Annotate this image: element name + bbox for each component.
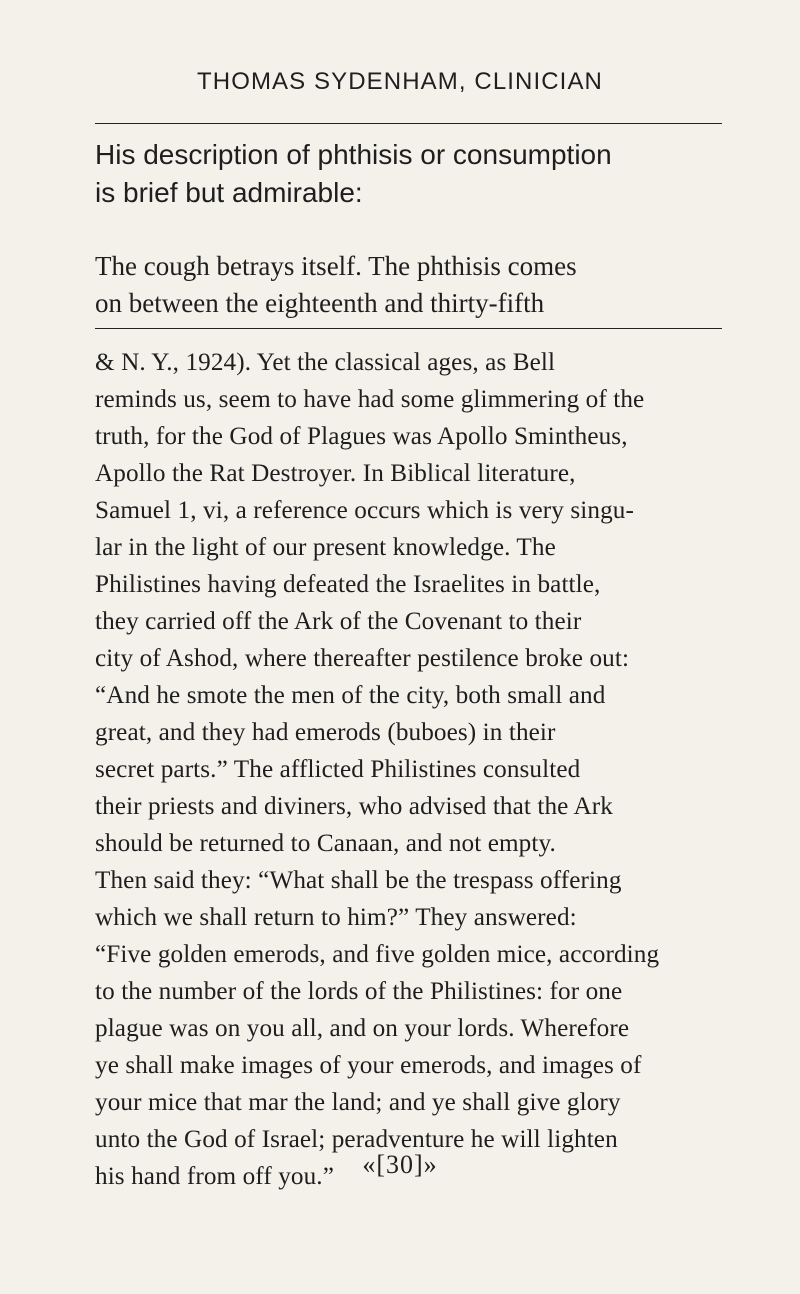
body-line: Samuel 1, vi, a reference occurs which is very singu- (95, 497, 634, 524)
body-line: “And he smote the men of the city, both small and (95, 682, 606, 709)
body-line: “Five golden emerods, and five golden mice, according (95, 941, 660, 968)
intro-line: is brief but admirable: (95, 177, 363, 208)
body-line: truth, for the God of Plagues was Apollo Smintheus, (95, 423, 628, 450)
body-line: city of Ashod, where thereafter pestilence broke out: (95, 645, 630, 672)
body-line: Apollo the Rat Destroyer. In Biblical literature, (95, 460, 576, 487)
body-line: his hand from off you.” (95, 1163, 334, 1190)
body-line: reminds us, seem to have had some glimmering of the (95, 386, 645, 413)
intro-paragraph (95, 136, 722, 212)
body-line: great, and they had emerods (buboes) in their (95, 719, 556, 746)
body-line: unto the God of Israel; peradventure he will lighten (95, 1126, 618, 1153)
quote-line: on between the eighteenth and thirty-fifth (95, 288, 545, 318)
body-line: their priests and diviners, who advised that the Ark (95, 793, 613, 820)
body-line: & N. Y., 1924). Yet the classical ages, as Bell (95, 349, 556, 376)
body-line: secret parts.” The afflicted Philistines consulted (95, 756, 581, 783)
body-line: ye shall make images of your emerods, and images of (95, 1052, 642, 1079)
top-rule (95, 123, 722, 124)
intro-line: His description of phthisis or consumption (95, 139, 612, 170)
body-line: Then said they: “What shall be the trespass offering (95, 867, 622, 894)
body-line: your mice that mar the land; and ye shall give glory (95, 1089, 621, 1116)
page-number: «[30]» (362, 1150, 438, 1179)
section-rule (95, 328, 722, 329)
body-line: they carried off the Ark of the Covenant to their (95, 608, 582, 635)
running-head: THOMAS SYDENHAM, CLINICIAN (197, 68, 603, 95)
body-line: lar in the light of our present knowledge. The (95, 534, 556, 561)
body-line: which we shall return to him?” They answered: (95, 904, 577, 931)
body-line: should be returned to Canaan, and not empty. (95, 830, 556, 857)
body-line: plague was on you all, and on your lords. Wherefore (95, 1015, 630, 1042)
body-line: to the number of the lords of the Philistines: for one (95, 978, 623, 1005)
quote-line: The cough betrays itself. The phthisis comes (95, 251, 577, 281)
quoted-passage (95, 248, 722, 322)
body-paragraph (95, 344, 722, 1195)
body-line: Philistines having defeated the Israelites in battle, (95, 571, 601, 598)
